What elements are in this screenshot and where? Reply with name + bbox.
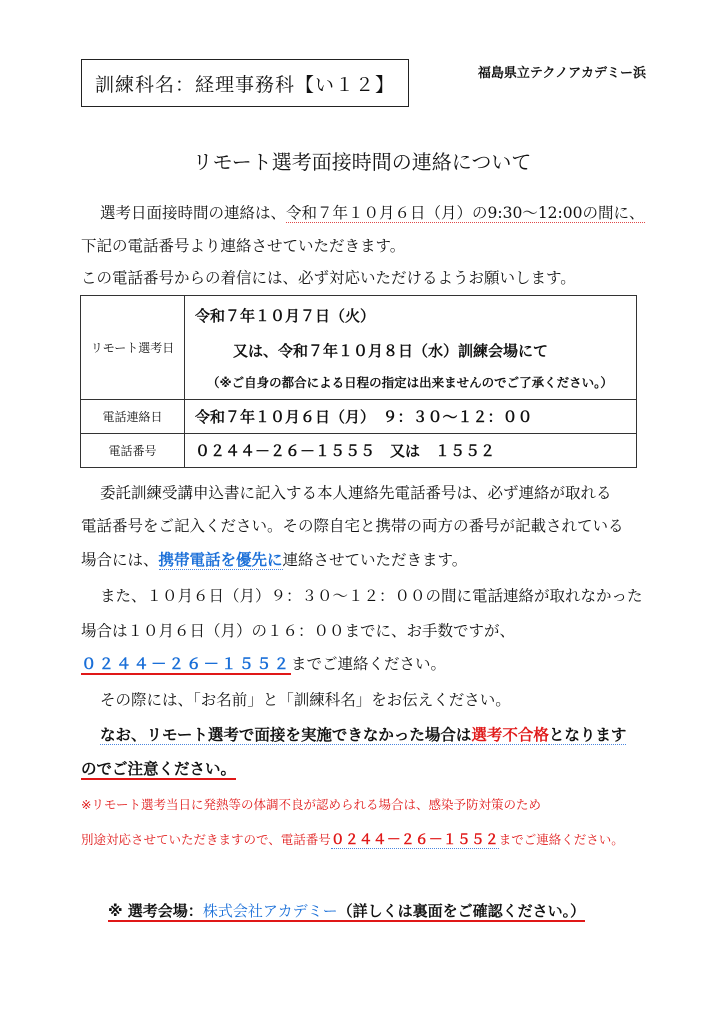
para2-line-2: 場合は１０月６日（月）の１６：００までに、お手数ですが、 [81,622,516,640]
schedule-table [80,295,637,468]
intro-line-2: 下記の電話番号より連絡させていただきます。 [81,237,406,255]
para1-line-3-c: 連絡させていただきます。 [282,551,468,569]
health-note-line-1: ※リモート選考当日に発熱等の体調不良が認められる場合は、感染予防対策のため [81,797,541,812]
course-name-label: 訓練科名：経理事務科【い１２】 [94,73,395,96]
venue-label: ※ 選考会場： [108,902,203,920]
venue-line [108,900,585,921]
intro-line-3: この電話番号からの着信には、必ず対応いただけるようお願いします。 [81,269,576,287]
venue-suffix: （詳しくは裏面をご確認ください。） [337,902,586,920]
mobile-priority-note: 携帯電話を優先に [158,551,283,569]
course-name-box [81,59,409,107]
table-row-call-date [81,400,637,434]
venue-company: 株式会社アカデミー [202,902,338,920]
para2-line-1: また、１０月６日（月）９：３０〜１２：００の間に電話連絡が取れなかった [100,587,643,605]
venue-underline [108,902,585,922]
para1-line-3 [81,548,467,570]
contact-phone-number: ０２４４－２６－１５５２ [81,655,292,673]
para2-line-3-b: までご連絡ください。 [291,655,447,673]
fail-warning: 選考不合格 [471,726,549,744]
health-note-line-2-c: までご連絡ください。 [498,832,624,847]
health-note-phone: ０２４４－２６－１５５２ [330,832,499,848]
remote-date-alternative: 又は、令和７年１０月８日（水）訓練会場にて [233,341,549,360]
remote-date-note: （※ご自身の都合による日程の指定は出来ませんのでご了承ください。） [207,374,613,390]
intro-line-1 [100,201,645,223]
para4-line-2-text: のでご注意ください。 [81,760,237,778]
intro-line-1-date: 令和７年１０月６日（月）の9:30〜12:00の間に、 [286,204,645,222]
para4-line-1-a: なお、リモート選考で面接を実施できなかった場合は [100,726,472,744]
para1-line-3-a: 場合には、 [81,551,159,569]
para4-line-2 [81,757,236,779]
health-note-line-2 [81,829,624,849]
para1-line-2: 電話番号をご記入ください。その際自宅と携帯の両方の番号が記載されている [81,517,624,535]
document-title: リモート選考面接時間の連絡について [192,150,532,174]
table-cell-call-date: 令和７年１０月６日（月） ９：３０〜１２：００ [185,400,637,434]
table-head-phone: 電話番号 [81,434,185,468]
table-cell-remote-date [185,296,637,400]
table-row-phone [81,434,637,468]
table-cell-phone: ０２４４－２６－１５５５ 又は １５５２ [185,434,637,468]
para4-line-1 [100,723,626,745]
para4-line-1-c: となります [548,726,627,744]
intro-line-1-a: 選考日面接時間の連絡は、 [100,204,287,222]
para2-line-3 [81,652,446,674]
table-head-call-date: 電話連絡日 [81,400,185,434]
table-row-remote-date [81,296,637,400]
organization-name: 福島県立テクノアカデミー浜 [477,66,646,81]
remote-date-primary: 令和７年１０月７日（火） [195,306,376,325]
table-head-remote-date: リモート選考日 [81,296,185,400]
para3: その際には、「お名前」と「訓練科名」をお伝えください。 [100,691,511,709]
health-note-line-2-a: 別途対応させていただきますので、電話番号 [81,832,331,847]
para1-line-1: 委託訓練受講申込書に記入する本人連絡先電話番号は、必ず連絡が取れる [100,484,612,502]
